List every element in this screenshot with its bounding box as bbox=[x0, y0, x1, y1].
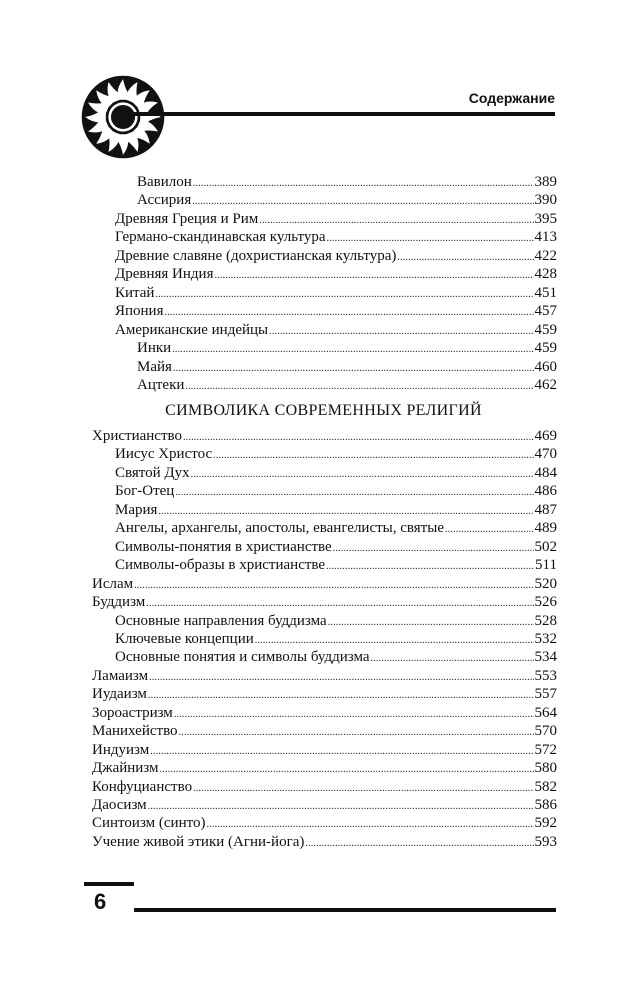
toc-entry-title: Даосизм bbox=[92, 797, 147, 813]
toc-leader-dots bbox=[213, 447, 533, 465]
page-number: 6 bbox=[94, 889, 107, 914]
toc-entry bbox=[137, 339, 557, 357]
toc-entry bbox=[92, 704, 557, 722]
toc-entry-page: 489 bbox=[534, 520, 557, 537]
toc-leader-dots bbox=[150, 743, 533, 761]
toc-entry-page: 413 bbox=[534, 229, 557, 246]
toc-leader-dots bbox=[206, 816, 533, 834]
toc-entry bbox=[115, 630, 557, 648]
toc-entry bbox=[115, 445, 557, 463]
toc-entry-page: 553 bbox=[534, 667, 557, 684]
toc-leader-dots bbox=[149, 669, 533, 687]
toc-entry-title: Ангелы, архангелы, апостолы, евангелисты, святые bbox=[115, 520, 444, 537]
toc-leader-dots bbox=[333, 540, 534, 558]
toc-entry-page: 580 bbox=[534, 760, 557, 777]
toc-entry bbox=[115, 228, 557, 246]
toc-entry-page: 534 bbox=[534, 649, 557, 666]
toc-entry bbox=[92, 575, 557, 593]
toc-leader-dots bbox=[259, 212, 533, 230]
footer-rule-left bbox=[84, 882, 134, 886]
toc-entry bbox=[115, 265, 557, 283]
section-heading: СИМВОЛИКА СОВРЕМЕННЫХ РЕЛИГИЙ bbox=[165, 402, 482, 419]
toc-entry-title: Американские индейцы bbox=[115, 321, 269, 338]
toc-entry-title: Древняя Греция и Рим bbox=[115, 210, 259, 227]
toc-entry-page: 469 bbox=[534, 428, 557, 444]
toc-entry-title: Вавилон bbox=[137, 174, 192, 190]
toc-entry-title: Китай bbox=[115, 284, 155, 301]
toc-leader-dots bbox=[173, 360, 534, 378]
toc-entry-page: 486 bbox=[534, 483, 557, 500]
toc-entry-page: 557 bbox=[534, 686, 557, 703]
toc-leader-dots bbox=[326, 230, 533, 248]
toc-entry bbox=[115, 247, 557, 265]
toc-entry-page: 462 bbox=[534, 376, 557, 393]
toc-entry bbox=[115, 464, 557, 482]
toc-entry-title: Синтоизм (синто) bbox=[92, 815, 206, 832]
footer-rule-right bbox=[134, 908, 556, 912]
toc-leader-dots bbox=[165, 304, 534, 322]
toc-entry-page: 390 bbox=[534, 192, 557, 209]
toc-leader-dots bbox=[185, 378, 533, 396]
toc-entry bbox=[92, 741, 557, 759]
toc-leader-dots bbox=[134, 577, 533, 595]
toc-entry-title: Ключевые концепции bbox=[115, 630, 254, 647]
toc-entry-page: 459 bbox=[534, 321, 557, 338]
toc-entry-title: Мария bbox=[115, 501, 158, 518]
toc-entry bbox=[92, 427, 557, 445]
toc-entry bbox=[92, 814, 557, 832]
toc-entry-title: Святой Дух bbox=[115, 464, 190, 481]
toc-leader-dots bbox=[191, 466, 534, 484]
toc-entry-page: 511 bbox=[535, 557, 557, 574]
toc-entry-page: 502 bbox=[534, 538, 557, 555]
toc-leader-dots bbox=[193, 175, 534, 193]
toc-leader-dots bbox=[179, 724, 534, 742]
toc-entry bbox=[115, 321, 557, 339]
toc-entry-page: 422 bbox=[534, 247, 557, 264]
toc-entry bbox=[92, 593, 557, 611]
toc-entry-title: Зороастризм bbox=[92, 704, 173, 721]
toc-leader-dots bbox=[160, 761, 534, 779]
toc-leader-dots bbox=[328, 614, 534, 632]
toc-entry-title: Ацтеки bbox=[137, 376, 185, 393]
toc-leader-dots bbox=[174, 706, 534, 724]
toc-entry bbox=[115, 210, 557, 228]
toc-entry bbox=[115, 284, 557, 302]
toc-entry-title: Манихейство bbox=[92, 723, 178, 740]
toc-entry bbox=[137, 358, 557, 376]
toc-leader-dots bbox=[305, 835, 533, 853]
toc-entry-title: Япония bbox=[115, 303, 164, 320]
toc-entry bbox=[137, 173, 557, 191]
toc-leader-dots bbox=[255, 632, 534, 650]
toc-entry bbox=[115, 482, 557, 500]
toc-entry bbox=[92, 685, 557, 703]
toc-entry-title: Христианство bbox=[92, 428, 182, 444]
toc-leader-dots bbox=[326, 558, 534, 576]
toc-entry bbox=[115, 538, 557, 556]
toc-entry bbox=[92, 759, 557, 777]
toc-entry-title: Майя bbox=[137, 358, 172, 375]
toc-entry-page: 428 bbox=[534, 266, 557, 283]
toc-entry-title: Буддизм bbox=[92, 594, 146, 611]
toc-entry-title: Иисус Христос bbox=[115, 446, 213, 463]
toc-entry-title: Индуизм bbox=[92, 741, 150, 758]
toc-entry-page: 484 bbox=[534, 464, 557, 481]
toc-entry bbox=[92, 778, 557, 796]
toc-entry bbox=[92, 796, 557, 814]
toc-entry-page: 592 bbox=[534, 815, 557, 832]
toc-leader-dots bbox=[192, 193, 533, 211]
toc-entry-title: Джайнизм bbox=[92, 760, 159, 777]
toc-entry-title: Иудаизм bbox=[92, 686, 147, 703]
toc-entry-title: Инки bbox=[137, 340, 172, 357]
toc-entry bbox=[115, 519, 557, 537]
toc-entry-title: Германо-скандинавская культура bbox=[115, 229, 326, 246]
toc-entry-page: 526 bbox=[534, 594, 557, 611]
toc-entry-page: 459 bbox=[534, 340, 557, 357]
toc-entry bbox=[115, 648, 557, 666]
toc-entry-page: 570 bbox=[534, 723, 557, 740]
toc-entry-page: 582 bbox=[534, 778, 557, 795]
toc-leader-dots bbox=[148, 687, 534, 705]
toc-leader-dots bbox=[148, 798, 534, 816]
toc-leader-dots bbox=[158, 503, 533, 521]
toc-entry-title: Ламаизм bbox=[92, 667, 149, 684]
toc-entry-title: Основные направления буддизма bbox=[115, 612, 327, 629]
toc-entry-page: 528 bbox=[534, 612, 557, 629]
toc-leader-dots bbox=[397, 249, 533, 267]
toc-entry bbox=[115, 556, 557, 574]
toc-entry-page: 586 bbox=[534, 797, 557, 813]
toc-entry bbox=[115, 612, 557, 630]
toc-entry-title: Ассирия bbox=[137, 192, 192, 209]
toc-entry-page: 572 bbox=[534, 741, 557, 758]
toc-entry-title: Древняя Индия bbox=[115, 266, 214, 283]
toc-entry-title: Символы-образы в христианстве bbox=[115, 557, 326, 574]
toc-leader-dots bbox=[183, 429, 534, 447]
toc-entry bbox=[92, 833, 557, 851]
toc-leader-dots bbox=[445, 521, 534, 539]
toc-entry bbox=[92, 667, 557, 685]
toc-entry-title: Древние славяне (дохристианская культура) bbox=[115, 247, 397, 264]
toc-entry-page: 460 bbox=[534, 358, 557, 375]
toc-entry-title: Конфуцианство bbox=[92, 778, 193, 795]
toc-leader-dots bbox=[175, 484, 533, 502]
toc-entry-page: 457 bbox=[534, 303, 557, 320]
toc-entry bbox=[115, 501, 557, 519]
toc-entry-page: 564 bbox=[534, 704, 557, 721]
toc-entry-page: 470 bbox=[534, 446, 557, 463]
toc-entry-title: Учение живой этики (Агни-йога) bbox=[92, 833, 305, 850]
toc-entry-page: 389 bbox=[534, 174, 557, 190]
toc-entry-title: Бог-Отец bbox=[115, 483, 175, 500]
toc-entry bbox=[137, 191, 557, 209]
toc-entry-page: 487 bbox=[534, 501, 557, 518]
toc-entry bbox=[92, 722, 557, 740]
toc-leader-dots bbox=[269, 323, 533, 341]
toc-entry-page: 451 bbox=[534, 284, 557, 301]
toc-entry bbox=[115, 302, 557, 320]
toc-leader-dots bbox=[193, 780, 533, 798]
toc-leader-dots bbox=[371, 650, 534, 668]
toc-leader-dots bbox=[214, 267, 533, 285]
toc-entry-page: 532 bbox=[534, 630, 557, 647]
toc-entry-title: Ислам bbox=[92, 575, 134, 592]
toc-leader-dots bbox=[146, 595, 533, 613]
toc-leader-dots bbox=[155, 286, 533, 304]
toc-entry-title: Символы-понятия в христианстве bbox=[115, 538, 332, 555]
toc-entry-page: 520 bbox=[534, 575, 557, 592]
toc-entry-page: 593 bbox=[534, 833, 557, 850]
toc-leader-dots bbox=[172, 341, 533, 359]
toc-entry bbox=[137, 376, 557, 394]
toc-entry-title: Основные понятия и символы буддизма bbox=[115, 649, 370, 666]
toc-entry-page: 395 bbox=[534, 210, 557, 227]
page-header-title: Содержание bbox=[468, 90, 555, 106]
